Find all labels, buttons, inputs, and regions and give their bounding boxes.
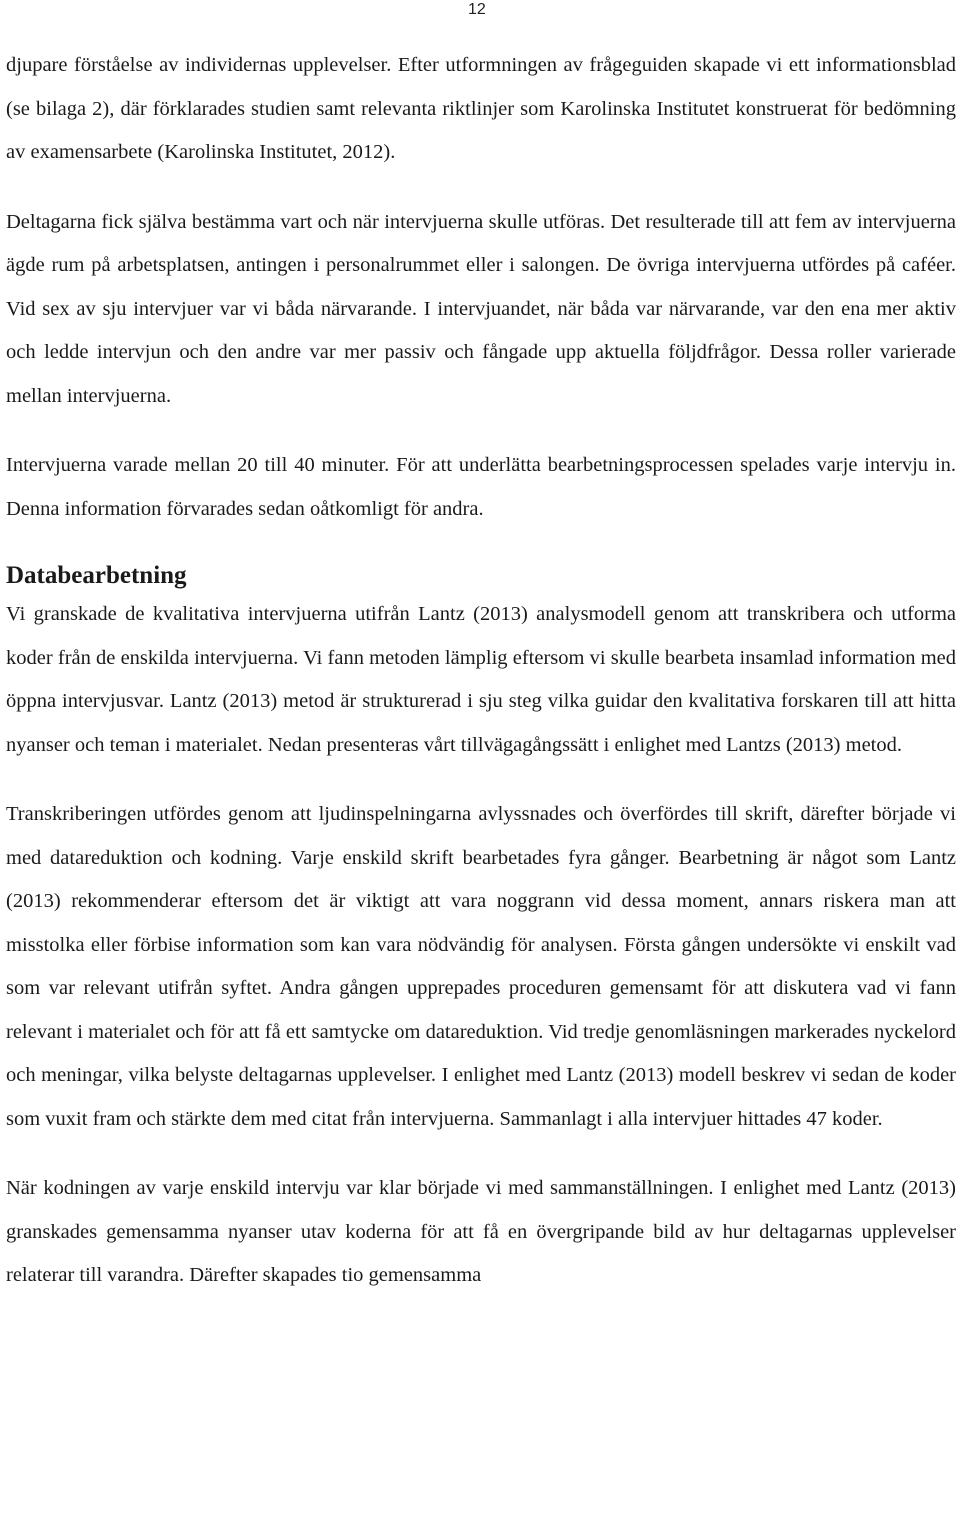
section-heading: Databearbetning	[6, 562, 187, 589]
paragraph-transcription: Transkriberingen utfördes genom att ljudinspelningarna avlyssnades och överfördes till skrift, därefter började vi med datareduktion och kodning. Varje enskild skrift bearbetades fyra gånger. Bearbetning är något som Lantz (2013) rekommenderar eftersom det är viktigt att vara noggrann vid dessa moment, annars riskera man att misstolka eller förbise information som kan vara nödvändig för analysen. Första gången undersökte vi enskilt vad som var relevant utifrån syftet. Andra gången upprepades proceduren gemensamt för att diskutera vad vi fann relevant i materialet och för att få ett samtycke om datareduktion. Vid tredje genomläsningen markerades nyckelord och meningar, vilka belyste deltagarnas upplevelser. I enlighet med Lantz (2013) modell beskrev vi sedan de koder som vuxit fram och stärkte dem med citat från intervjuerna. Sammanlagt i alla intervjuer hittades 47 koder.	[6, 803, 956, 1130]
paragraph-interview-locations: Deltagarna fick själva bestämma vart och när intervjuerna skulle utföras. Det resulterade till att fem av intervjuerna ägde rum på arbetsplatsen, antingen i personalrummet eller i salongen. De övriga intervjuerna utfördes på caféer. Vid sex av sju intervjuer var vi båda närvarande. I intervjuandet, när båda var närvarande, var den ena mer aktiv och ledde intervjun och den andre var mer passiv och fångade upp aktuella följdfrågor. Dessa roller varierade mellan intervjuerna.	[6, 210, 956, 407]
paragraph-interview-duration: Intervjuerna varade mellan 20 till 40 minuter. För att underlätta bearbetningsprocessen spelades varje intervju in. Denna information förvarades sedan oåtkomligt för andra.	[6, 454, 956, 520]
paragraph-gap	[6, 175, 956, 201]
document-body	[6, 44, 956, 1298]
page-number: 12	[468, 1, 486, 18]
paragraph-analysis-method: Vi granskade de kvalitativa intervjuerna utifrån Lantz (2013) analysmodell genom att transkribera och utforma koder från de enskilda intervjuerna. Vi fann metoden lämplig eftersom vi skulle bearbeta insamlad information med öppna intervjusvar. Lantz (2013) metod är strukturerad i sju steg vilka guidar den kvalitativa forskaren till att hitta nyanser och teman i materialet. Nedan presenteras vårt tillvägagångssätt i enlighet med Lantzs (2013) metod.	[6, 603, 956, 756]
paragraph-gap	[6, 418, 956, 444]
paragraph-gap	[6, 767, 956, 793]
paragraph-gap	[6, 531, 956, 557]
paragraph-gap	[6, 1141, 956, 1167]
paragraph-information-sheet: djupare förståelse av individernas upplevelser. Efter utformningen av frågeguiden skapade vi ett informationsblad (se bilaga 2), där förklarades studien samt relevanta riktlinjer som Karolinska Institutet konstruerat för bedömning av examensarbete (Karolinska Institutet, 2012).	[6, 54, 956, 163]
paragraph-compilation: När kodningen av varje enskild intervju var klar började vi med sammanställningen. I enlighet med Lantz (2013) granskades gemensamma nyanser utav koderna för att få en övergripande bild av hur deltagarnas upplevelser relaterar till varandra. Därefter skapades tio gemensamma	[6, 1177, 956, 1286]
